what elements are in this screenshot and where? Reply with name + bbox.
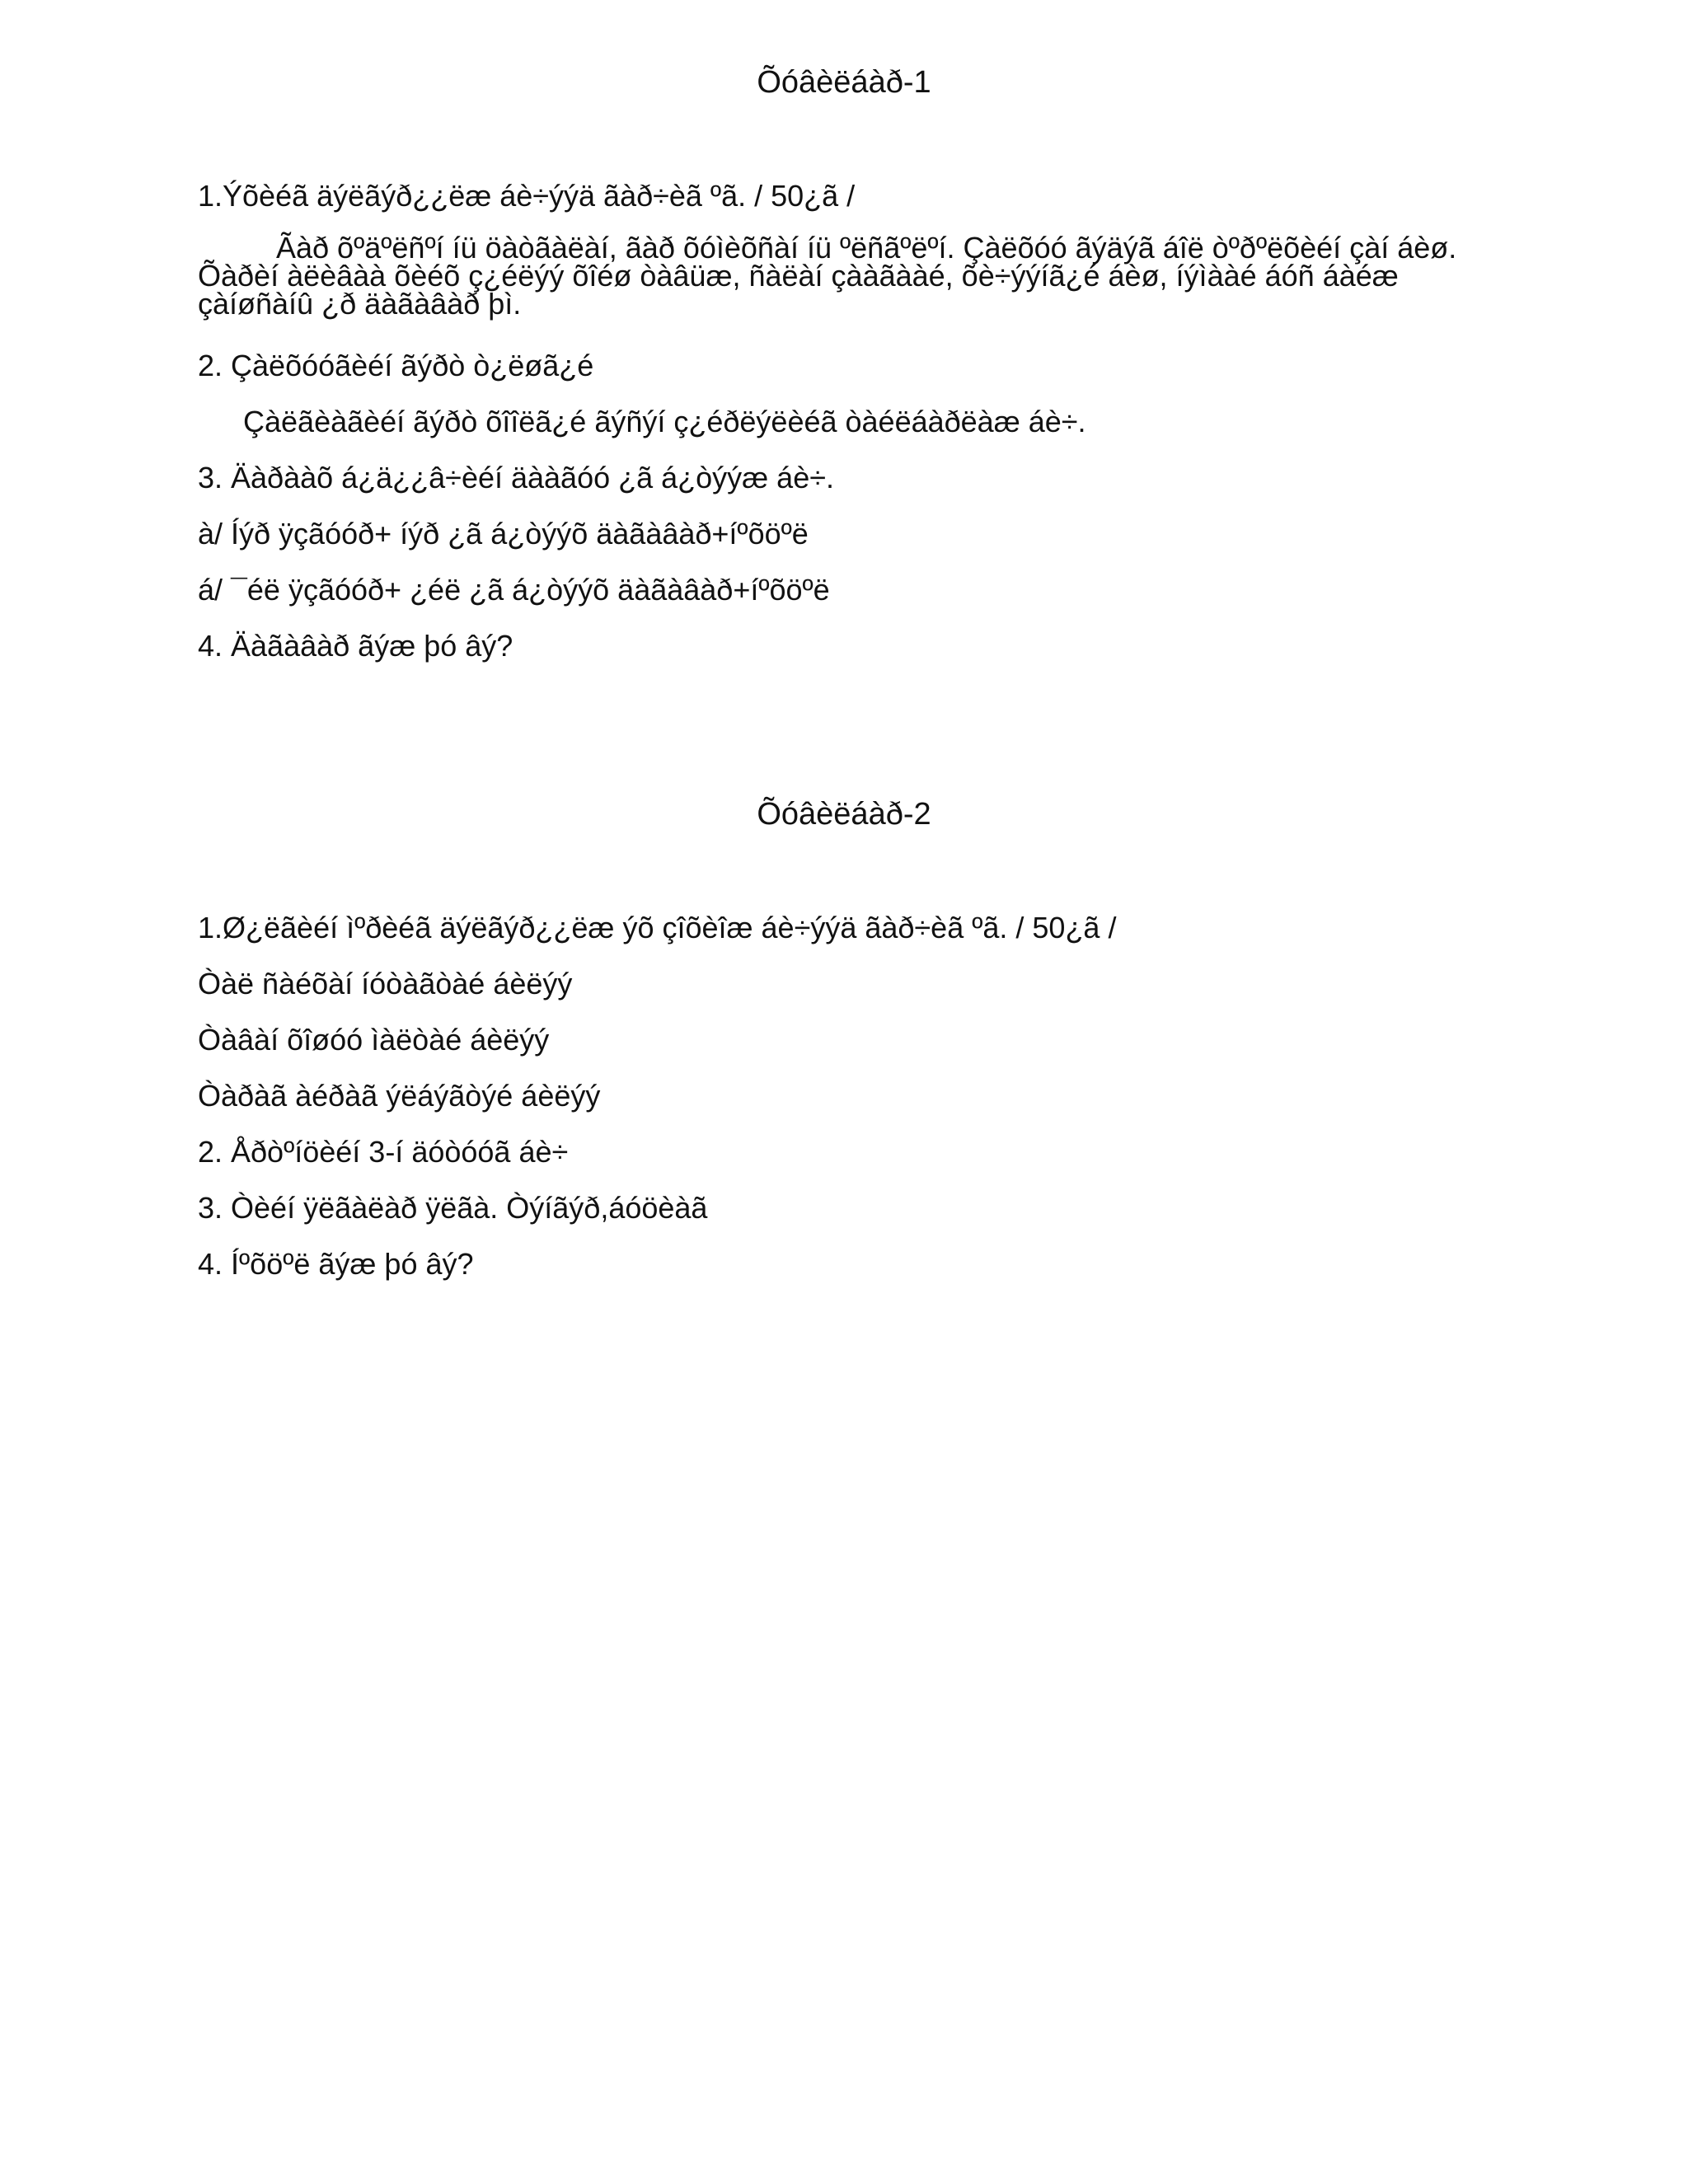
section2-poem-line-1: Òàë ñàéõàí íóòàãòàé áèëýý bbox=[198, 967, 573, 1001]
section1-question-2: 2. Çàëõóóãèéí ãýðò ò¿ëøã¿é bbox=[198, 349, 594, 382]
section2-question-3: 3. Òèéí ÿëãàëàð ÿëãà. Òýíãýð,áóöèàã bbox=[198, 1191, 708, 1225]
section1-question-3: 3. Äàðààõ á¿ä¿¿â÷èéí äààãóó ¿ã á¿òýýæ áè÷. bbox=[198, 461, 834, 494]
section2-poem-line-3: Òàðàã àéðàã ýëáýãòýé áèëýý bbox=[198, 1079, 601, 1113]
section2-question-4: 4. Íºõöºë ãýæ þó âý? bbox=[198, 1247, 474, 1281]
section2-poem-line-2: Òàâàí õîøóó ìàëòàé áèëýý bbox=[198, 1023, 550, 1057]
section1-question-3a: à/ Íýð ÿçãóóð+ íýð ¿ã á¿òýýõ äàãàâàð+íºõöºë bbox=[198, 517, 809, 551]
section2-title: Õóâèëáàð-2 bbox=[757, 797, 931, 832]
section1-title: Õóâèëáàð-1 bbox=[757, 65, 931, 100]
section1-question-4: 4. Äàãàâàð ãýæ þó âý? bbox=[198, 629, 513, 663]
section1-question-3b: á/ ¯éë ÿçãóóð+ ¿éë ¿ã á¿òýýõ äàãàâàð+íºõöºë bbox=[198, 573, 830, 607]
section1-paragraph: Ãàð õºäºëñºí íü öàòãàëàí, ãàð õóìèõñàí íü ºëñãºëºí. Çàëõóó ãýäýã áîë òºðºëõèéí çàí áèø. Õàðèí àëèâàà õèéõ ç¿éëýý õîéø òàâüæ, ñàëàí çààãààé, õè÷ýýíã¿é áèø, íýìààé áóñ áàéæ çàíøñàíû ¿ð äàãàâàð þì. bbox=[198, 231, 1457, 321]
section1-question-1: 1.Ýõèéã äýëãýð¿¿ëæ áè÷ýýä ãàð÷èã ºã. / 50¿ã / bbox=[198, 179, 856, 213]
section2-question-1: 1.Ø¿ëãèéí ìºðèéã äýëãýð¿¿ëæ ýõ çîõèîæ áè÷ýýä ãàð÷èã ºã. / 50¿ã / bbox=[198, 911, 1117, 944]
section1-question-2-text: Çàëãèàãèéí ãýðò õîîëã¿é ãýñýí ç¿éðëýëèéã òàéëáàðëàæ áè÷. bbox=[243, 405, 1086, 438]
section2-question-2: 2. Åðòºíöèéí 3-í äóòóóã áè÷ bbox=[198, 1135, 569, 1169]
